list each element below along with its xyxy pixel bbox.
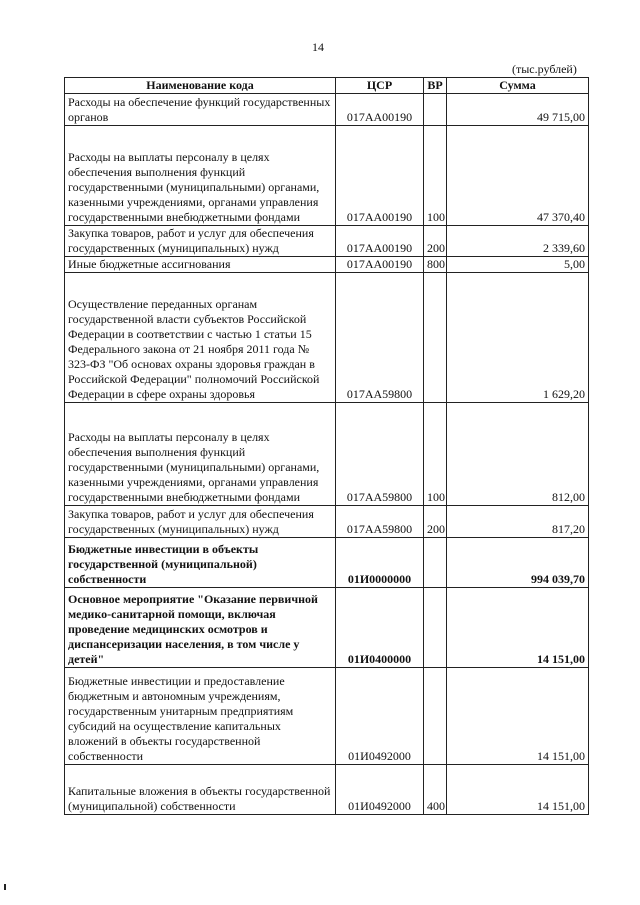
cell-csr: 01И0000000 — [336, 538, 424, 588]
cell-vr: 100 — [424, 403, 447, 506]
table-row — [65, 257, 589, 273]
cell-vr — [424, 273, 447, 403]
table-row — [65, 765, 589, 815]
table-header-row — [65, 78, 589, 94]
table-row — [65, 668, 589, 765]
cell-csr: 017АА00190 — [336, 94, 424, 126]
cell-csr: 01И0492000 — [336, 765, 424, 815]
cell-sum: 14 151,00 — [447, 668, 589, 765]
header-name: Наименование кода — [65, 78, 336, 94]
cell-vr: 200 — [424, 226, 447, 257]
table-row — [65, 538, 589, 588]
cell-sum: 1 629,20 — [447, 273, 589, 403]
cell-vr — [424, 668, 447, 765]
cell-csr: 017АА59800 — [336, 273, 424, 403]
cell-name: Основное мероприятие "Оказание первичной медико-санитарной помощи, включая проведение медицинских осмотров и диспансеризации населения, в том числе у детей" — [65, 588, 336, 668]
cell-csr: 017АА00190 — [336, 226, 424, 257]
table-row — [65, 226, 589, 257]
table-row — [65, 506, 589, 538]
cell-sum: 14 151,00 — [447, 588, 589, 668]
table-row — [65, 588, 589, 668]
page-number: 14 — [312, 40, 324, 54]
cell-vr — [424, 94, 447, 126]
cell-name: Бюджетные инвестиции в объекты государственной (муниципальной) собственности — [65, 538, 336, 588]
table-row — [65, 273, 589, 403]
cell-vr: 100 — [424, 126, 447, 226]
cell-sum: 5,00 — [447, 257, 589, 273]
cell-name: Иные бюджетные ассигнования — [65, 257, 336, 273]
cell-csr: 017АА59800 — [336, 506, 424, 538]
cell-csr: 017АА00190 — [336, 126, 424, 226]
cell-sum: 47 370,40 — [447, 126, 589, 226]
cell-sum: 14 151,00 — [447, 765, 589, 815]
header-sum: Сумма — [447, 78, 589, 94]
cell-name: Закупка товаров, работ и услуг для обеспечения государственных (муниципальных) нужд — [65, 506, 336, 538]
cell-name: Расходы на обеспечение функций государственных органов — [65, 94, 336, 126]
header-vr: ВР — [424, 78, 447, 94]
header-csr: ЦСР — [336, 78, 424, 94]
cell-sum: 817,20 — [447, 506, 589, 538]
cell-name: Осуществление переданных органам государственной власти субъектов Российской Федерации в соответствии с частью 1 статьи 15 Федерального закона от 21 ноября 2011 года № 323-ФЗ "Об основах охраны здоровья граждан в Российской Федерации" полномочий Российской Федерации в сфере охраны здоровья — [65, 273, 336, 403]
table-body — [65, 94, 589, 815]
cell-name: Закупка товаров, работ и услуг для обеспечения государственных (муниципальных) нужд — [65, 226, 336, 257]
cell-sum: 812,00 — [447, 403, 589, 506]
cell-sum: 994 039,70 — [447, 538, 589, 588]
cell-sum: 2 339,60 — [447, 226, 589, 257]
cell-csr: 017АА00190 — [336, 257, 424, 273]
cell-name: Расходы на выплаты персоналу в целях обеспечения выполнения функций государственными (муниципальными) органами, казенными учреждениями, органами управления государственными внебюджетными фондами — [65, 126, 336, 226]
table-row — [65, 126, 589, 226]
scan-edge-mark — [4, 884, 6, 890]
cell-vr — [424, 538, 447, 588]
cell-csr: 01И0492000 — [336, 668, 424, 765]
cell-name: Расходы на выплаты персоналу в целях обеспечения выполнения функций государственными (муниципальными) органами, казенными учреждениями, органами управления государственными внебюджетными фондами — [65, 403, 336, 506]
table-row — [65, 403, 589, 506]
cell-csr: 01И0400000 — [336, 588, 424, 668]
cell-vr: 400 — [424, 765, 447, 815]
cell-vr: 200 — [424, 506, 447, 538]
cell-vr: 800 — [424, 257, 447, 273]
units-label: (тыс.рублей) — [512, 62, 577, 76]
cell-name: Бюджетные инвестиции и предоставление бюджетным и автономным учреждениям, государственным унитарным предприятиям субсидий на осуществление капитальных вложений в объекты государственной собственности — [65, 668, 336, 765]
cell-sum: 49 715,00 — [447, 94, 589, 126]
budget-table — [64, 77, 589, 815]
cell-name: Капитальные вложения в объекты государственной (муниципальной) собственности — [65, 765, 336, 815]
cell-csr: 017АА59800 — [336, 403, 424, 506]
table-row — [65, 94, 589, 126]
cell-vr — [424, 588, 447, 668]
